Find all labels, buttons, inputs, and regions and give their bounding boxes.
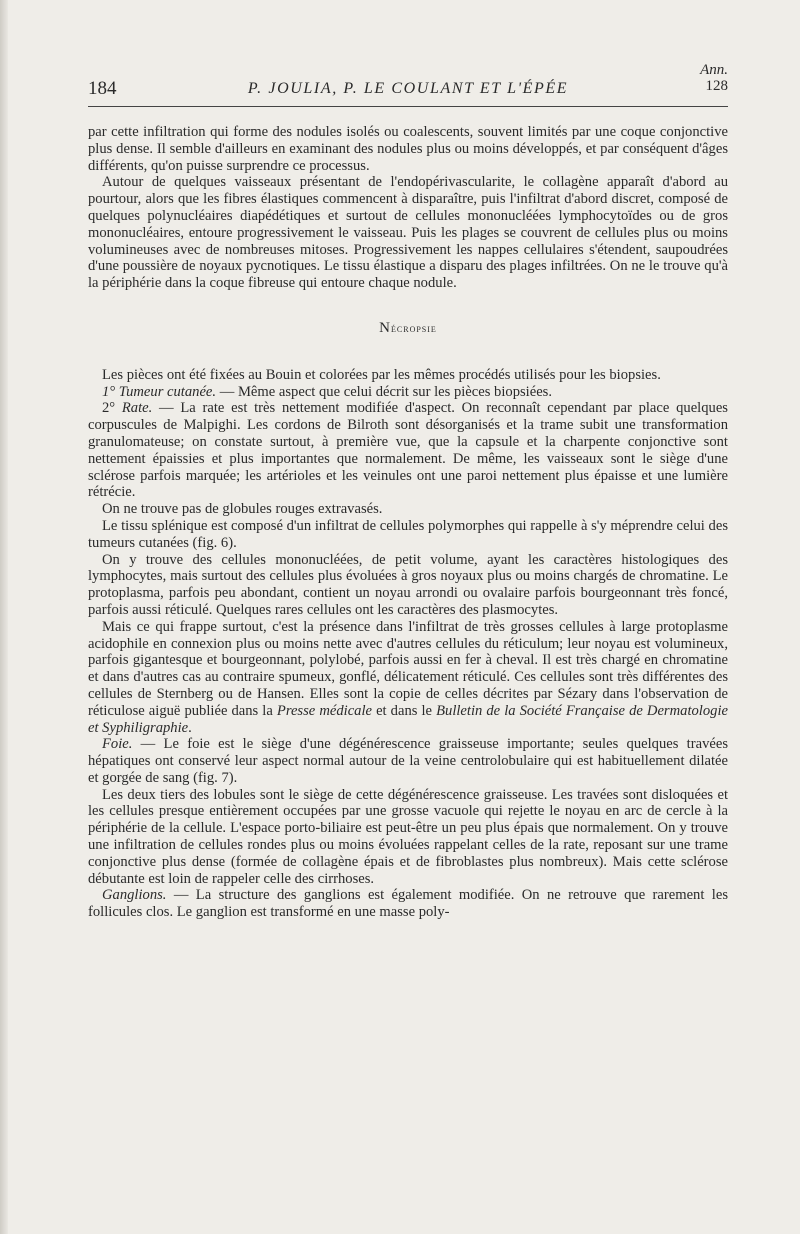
- journal-presse-medicale: Presse médicale: [276, 702, 373, 719]
- paragraph-5: [88, 400, 728, 501]
- foie-label: Foie.: [102, 736, 133, 753]
- paragraph-4: [88, 384, 728, 401]
- page-edge-shadow: [0, 0, 8, 1234]
- running-title: P. JOULIA, P. LE COULANT ET L'ÉPÉE: [247, 80, 569, 97]
- paragraph-8: On y trouve des cellules mononucléées, de petit volume, ayant les caractères histologiques des lymphocytes, mais surtout des cellules plus évoluées à gros noyaux plus ou moins chargés de chromatine. Le protoplasma, parfois peu abondant, contient un noyau arrondi ou ovalaire parfois bourgeonnant très foncé, parfois aussi réticulé. Quelques rares cellules ont les caractères des plasmocytes.: [88, 551, 728, 618]
- p9-end: .: [188, 719, 192, 736]
- tumeur-label: 1° Tumeur cutanée.: [102, 383, 217, 400]
- paragraph-11: Les deux tiers des lobules sont le siège de cette dégénérescence graisseuse. Les travées sont disloquées et les cellules presque entièrement occupées par une grosse vacuole qui rejette le noyau en arc de cercle à la périphérie de la cellule. L'espace porto-biliaire est peut-être un peu plus épais que normalement. On y trouve une infiltration de cellules rondes plus ou moins évoluées rappelant celles de la rate, reposant sur une trame conjonctive plus dense (formée de collagène épais et de fibroblastes plus nombreux). Mais cette sclérose débutante est loin de rappeler celle des cirrhoses.: [88, 786, 728, 887]
- p9-mid: et dans le: [372, 702, 437, 719]
- paragraph-7: Le tissu splénique est composé d'un infiltrat de cellules polymorphes qui rappelle à s'y méprendre celui des tumeurs cutanées (fig. 6).: [88, 517, 728, 551]
- rate-number: 2°: [102, 400, 122, 417]
- rate-text: — La rate est très nettement modifiée d'aspect. On reconnaît cependant par place quelques corpuscules de Malpighi. Les cordons de Bilroth sont désorganisés et la trame subit une transformation granulomateuse; on constate surtout, à première vue, que la capsule et la charpente conjonctive sont nettement épaissies et plus importantes que normalement. De même, les vaisseaux sont le siège d'une sclérose parfois marquée; les artérioles et les veinules ont une paroi nettement plus épaisse et une lumière rétrécie.: [88, 400, 728, 501]
- section-heading-rest: écropsie: [391, 320, 437, 335]
- annotation-journal: Ann.: [700, 62, 728, 78]
- tumeur-text: — Même aspect que celui décrit sur les pièces biopsiées.: [216, 383, 553, 400]
- paragraph-12: [88, 887, 728, 921]
- annotation-volume: 128: [705, 78, 728, 94]
- page-number: 184: [88, 78, 117, 99]
- paragraph-1: par cette infiltration qui forme des nodules isolés ou coalescents, souvent limités par une coque conjonctive plus dense. Il semble d'ailleurs en examinant des nodules plus ou moins développés, et par conséquent d'âges différents, qu'on puisse surprendre ce processus.: [88, 124, 728, 174]
- body-text: [88, 124, 728, 921]
- running-header: [88, 76, 728, 100]
- ganglions-text: — La structure des ganglions est également modifiée. On ne retrouve que rarement les follicules clos. Le ganglion est transformé en une masse poly-: [88, 887, 728, 921]
- ganglions-label: Ganglions.: [102, 887, 167, 904]
- header-rule: [88, 106, 728, 107]
- foie-text: — Le foie est le siège d'une dégénérescence graisseuse importante; seules quelques travées hépatiques ont conservé leur aspect normal autour de la veine centrolobulaire qui est habituellement dilatée et gorgée de sang (fig. 7).: [88, 736, 728, 786]
- paragraph-6: On ne trouve pas de globules rouges extravasés.: [102, 501, 383, 518]
- section-heading-cap: N: [379, 319, 392, 336]
- paragraph-2: Autour de quelques vaisseaux présentant de l'endopérivascularite, le collagène apparaît d'abord au pourtour, alors que les fibres élastiques commencent à disparaître, puis l'infiltrat d'abord discret, composé de quelques polynucléaires diapédétiques et surtout de cellules mononucléées lymphocytoïdes ou de gros mononucléaires, entoure progressivement le vaisseau. Puis les plages se couvrent de cellules plus ou moins volumineuses avec de nombreuses mitoses. Progressivement les nappes cellulaires s'étendent, saupoudrées d'une poussière de noyaux pycnotiques. Le tissu élastique a disparu des plages infiltrées. On ne le trouve qu'à la périphérie dans la coque fibreuse qui entoure chaque nodule.: [88, 174, 728, 292]
- paragraph-9: [88, 619, 728, 737]
- paragraph-3: Les pièces ont été fixées au Bouin et colorées par les mêmes procédés utilisés pour les biopsies.: [102, 366, 661, 383]
- p9-text: Mais ce qui frappe surtout, c'est la présence dans l'infiltrat de très grosses cellules à large protoplasme acidophile en connexion plus ou moins nette avec d'autres cellules du réticulum; leur noyau est volumineux, parfois gigantesque et bourgeonnant, polylobé, parfois aussi en fer à cheval. Il est très chargé en chromatine et dans d'autres cas au contraire spumeux, gonflé, délicatement réticulé. Ces cellules sont très différentes des cellules de Sternberg ou de Hansen. Elles sont la copie de celles décrites par Sézary dans l'observation de réticulose aiguë publiée dans la: [88, 618, 728, 719]
- paragraph-10: [88, 736, 728, 786]
- journal-bulletin: Bulletin de la Société Française de Dermatologie et Syphiligraphie: [88, 702, 728, 736]
- section-heading-necropsie: [88, 320, 728, 337]
- rate-label: Rate.: [121, 400, 153, 417]
